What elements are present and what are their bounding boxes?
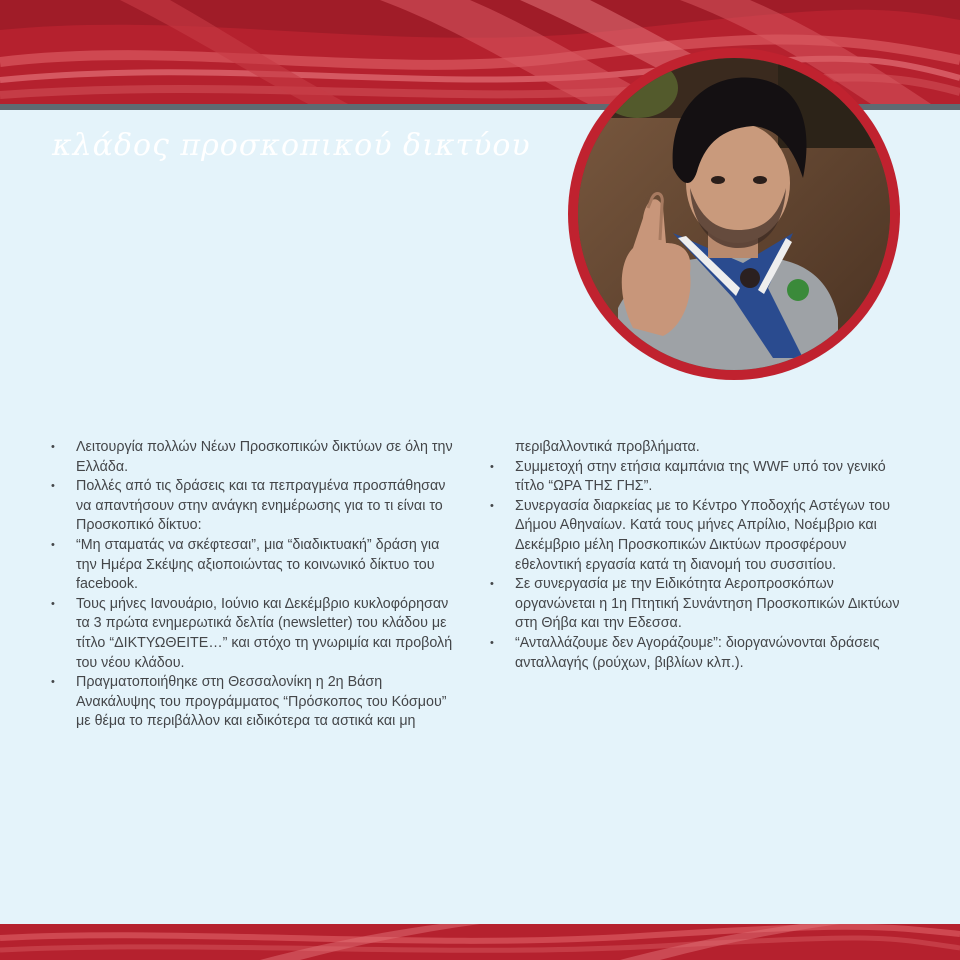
list-item-continuation: περιβαλλοντικά προβλήματα.	[515, 439, 700, 455]
wave-pattern-icon	[0, 924, 960, 960]
list-item: • “Μη σταματάς να σκέφτεσαι”, μια “διαδικτυακή” δράση για την Ημέρα Σκέψης αξιοποιώντας το κοινωνικό δίκτυο του facebook.	[76, 536, 462, 595]
list-item: • Πραγματοποιήθηκε στη Θεσσαλονίκη η 2η Βάση Ανακάλυψης του προγράμματος “Πρόσκοπος του Κόσμου” με θέμα το περιβάλλον και ειδικότερα τα αστικά και μη	[76, 673, 462, 732]
list-item: • Σε συνεργασία με την Ειδικότητα Αεροπροσκόπων οργανώνεται η 1η Πτητική Συνάντηση Προσκοπικών Δικτύων στη Θήβα και την Εδεσσα.	[515, 575, 915, 634]
list-item: • Συνεργασία διαρκείας με το Κέντρο Υποδοχής Αστέγων του Δήμου Αθηναίων. Κατά τους μήνες Απρίλιο, Νοέμβριο και Δεκέμβριο μέλη Προσκοπικών Δικτύων προσφέρουν εθελοντική εργασία κατά τη διανομή του συσσιτίου.	[515, 497, 915, 575]
list-item: • Τους μήνες Ιανουάριο, Ιούνιο και Δεκέμβριο κυκλοφόρησαν τα 3 πρώτα ενημερωτικά δελτία (newsletter) του κλάδου με τίτλο “ΔΙΚΤΥΩΘΕΙΤΕ…” και στόχο τη γνωριμία και προβολή του νέου κλάδου.	[76, 595, 462, 673]
right-text-column	[515, 438, 915, 673]
list-item: • Πολλές από τις δράσεις και τα πεπραγμένα προσπάθησαν να απαντήσουν στην ανάγκη ενημέρωσης για το τι είναι το Προσκοπικό δίκτυο:	[76, 477, 462, 536]
bottom-decorative-band	[0, 924, 960, 960]
scout-portrait-icon	[578, 58, 890, 370]
section-title: κλάδος προσκοπικού δικτύου	[52, 128, 531, 163]
list-item: • Λειτουργία πολλών Νέων Προσκοπικών δικτύων σε όλη την Ελλάδα.	[76, 438, 462, 477]
list-item: • “Ανταλλάζουμε δεν Αγοράζουμε”: διοργανώνονται δράσεις ανταλλαγής (ρούχων, βιβλίων κλπ.).	[515, 634, 915, 673]
left-text-column	[76, 438, 462, 732]
scout-portrait-photo	[578, 58, 890, 370]
list-item: • Συμμετοχή στην ετήσια καμπάνια της WWF υπό τον γενικό τίτλο “ΩΡΑ ΤΗΣ ΓΗΣ”.	[515, 458, 915, 497]
